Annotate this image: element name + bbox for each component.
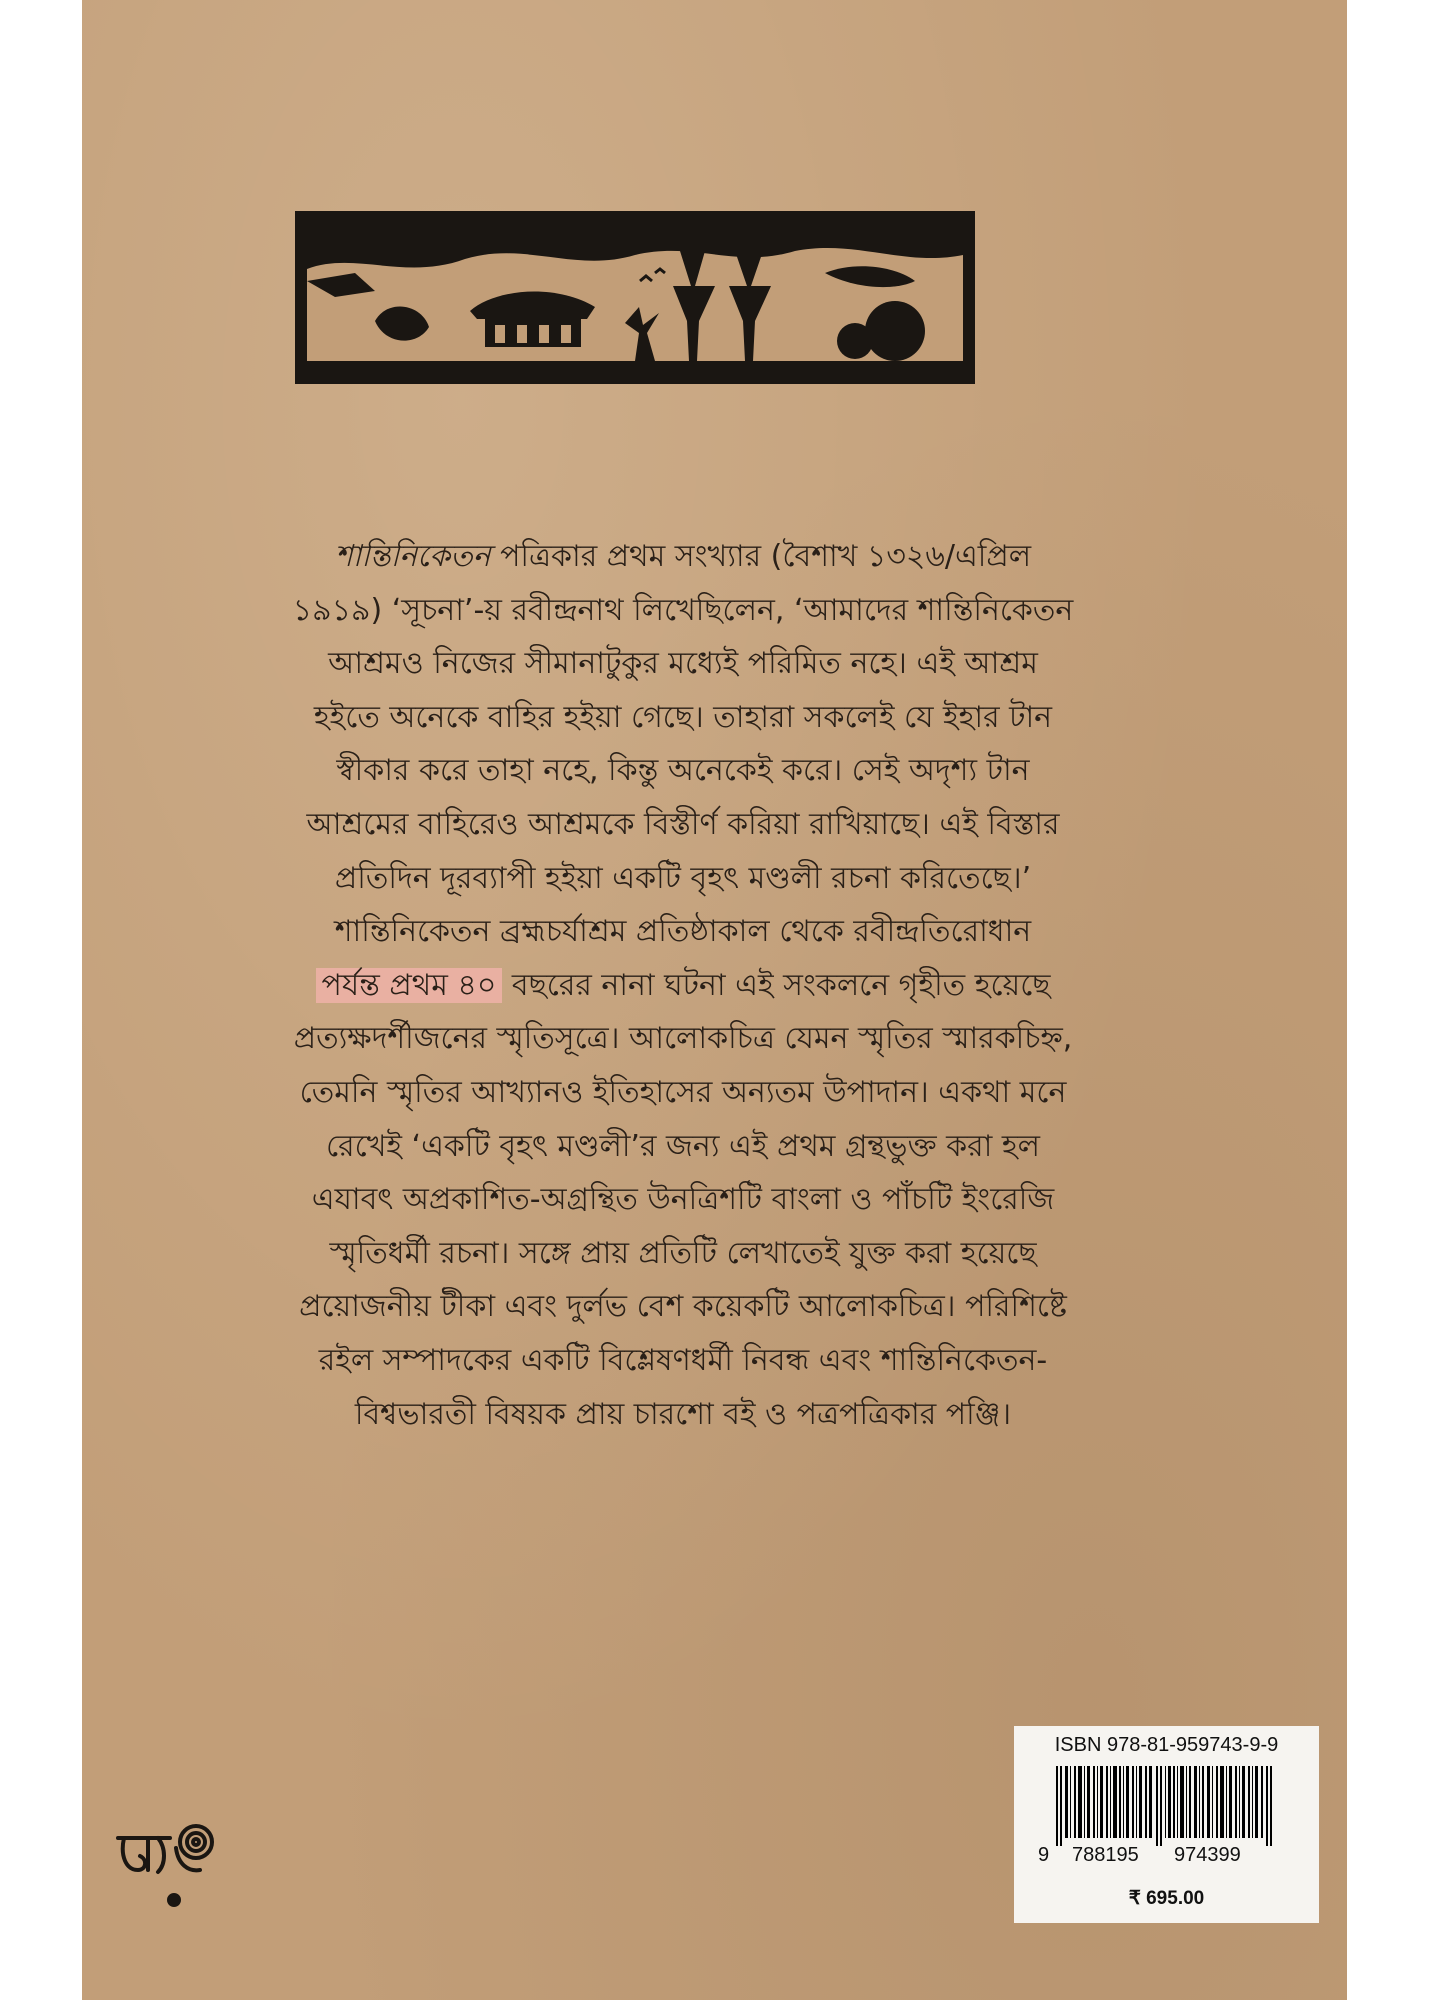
barcode-icon: [1056, 1766, 1278, 1846]
blurb-line: তেমনি স্মৃতির আখ্যানও ইতিহাসের অন্যতম উপাদান। একথা মনে: [299, 1074, 1067, 1110]
blurb-line: রেখেই ‘একটি বৃহৎ মণ্ডলী’র জন্য এই প্রথম গ্রন্থভুক্ত করা হল: [325, 1128, 1041, 1164]
blurb-line: প্রয়োজনীয় টীকা এবং দুর্লভ বেশ কয়েকটি আলোকচিত্র। পরিশিষ্টে: [299, 1289, 1067, 1325]
santiniketan-woodcut-illustration: [295, 211, 975, 384]
isbn-barcode-label: [1014, 1726, 1319, 1923]
blurb-line: ১৯১৯) ‘সূচনা’-য় রবীন্দ্রনাথ লিখেছিলেন, ‘আমাদের শান্তিনিকেতন: [292, 592, 1074, 628]
blurb-line: [218, 530, 1148, 584]
blurb-line: এযাবৎ অপ্রকাশিত-অগ্রন্থিত উনত্রিশটি বাংলা ও পাঁচটি ইংরেজি: [311, 1182, 1055, 1218]
publisher-logo: [110, 1808, 225, 1918]
blurb-line: হইতে অনেকে বাহির হইয়া গেছে। তাহারা সকলেই যে ইহার টান: [313, 699, 1053, 735]
blurb-line-text: পত্রিকার প্রথম সংখ্যার (বৈশাখ ১৩২৬/এপ্রিল: [490, 539, 1032, 574]
blurb-line: স্বীকার করে তাহা নহে, কিন্তু অনেকেই করে। সেই অদৃশ্য টান: [336, 753, 1030, 789]
blurb-line: বিশ্বভারতী বিষয়ক প্রায় চারশো বই ও পত্রপত্রিকার পঞ্জি।: [354, 1396, 1012, 1432]
blurb-line: প্রত্যক্ষদর্শীজনের স্মৃতিসূত্রে। আলোকচিত্র যেমন স্মৃতির স্মারকচিহ্ন,: [293, 1021, 1073, 1057]
blurb-line: [218, 959, 1148, 1013]
blurb-line: প্রতিদিন দূরব্যাপী হইয়া একটি বৃহৎ মণ্ডলী রচনা করিতেছে।’: [334, 860, 1032, 896]
blurb-line: আশ্রমও নিজের সীমানাটুকুর মধ্যেই পরিমিত নহে। এই আশ্রম: [328, 646, 1038, 682]
barcode-digit-group-1: 788195: [1072, 1844, 1139, 1866]
blurb-line: রইল সম্পাদকের একটি বিশ্লেষণধর্মী নিবন্ধ এবং শান্তিনিকেতন-: [318, 1342, 1048, 1378]
barcode-digit-group-2: 974399: [1174, 1844, 1241, 1866]
barcode-digit-first: 9: [1038, 1844, 1050, 1866]
price-label: ₹ 695.00: [1128, 1888, 1205, 1909]
blurb-line: আশ্রমের বাহিরেও আশ্রমকে বিস্তীর্ণ করিয়া রাখিয়াছে। এই বিস্তার: [306, 806, 1060, 842]
highlighted-text: পর্যন্ত প্রথম ৪০: [316, 968, 503, 1003]
blurb-text: [218, 530, 1148, 1441]
blurb-line-text: বছরের নানা ঘটনা এই সংকলনে গৃহীত হয়েছে: [502, 967, 1051, 1003]
magazine-title: শান্তিনিকেতন: [334, 539, 491, 574]
blurb-line: স্মৃতিধর্মী রচনা। সঙ্গে প্রায় প্রতিটি লেখাতেই যুক্ত করা হয়েছে: [329, 1235, 1037, 1271]
blurb-line: শান্তিনিকেতন ব্রহ্মচর্যাশ্রম প্রতিষ্ঠাকাল থেকে রবীন্দ্রতিরোধান: [334, 914, 1032, 950]
isbn-number: ISBN 978-81-959743-9-9: [1054, 1734, 1279, 1756]
